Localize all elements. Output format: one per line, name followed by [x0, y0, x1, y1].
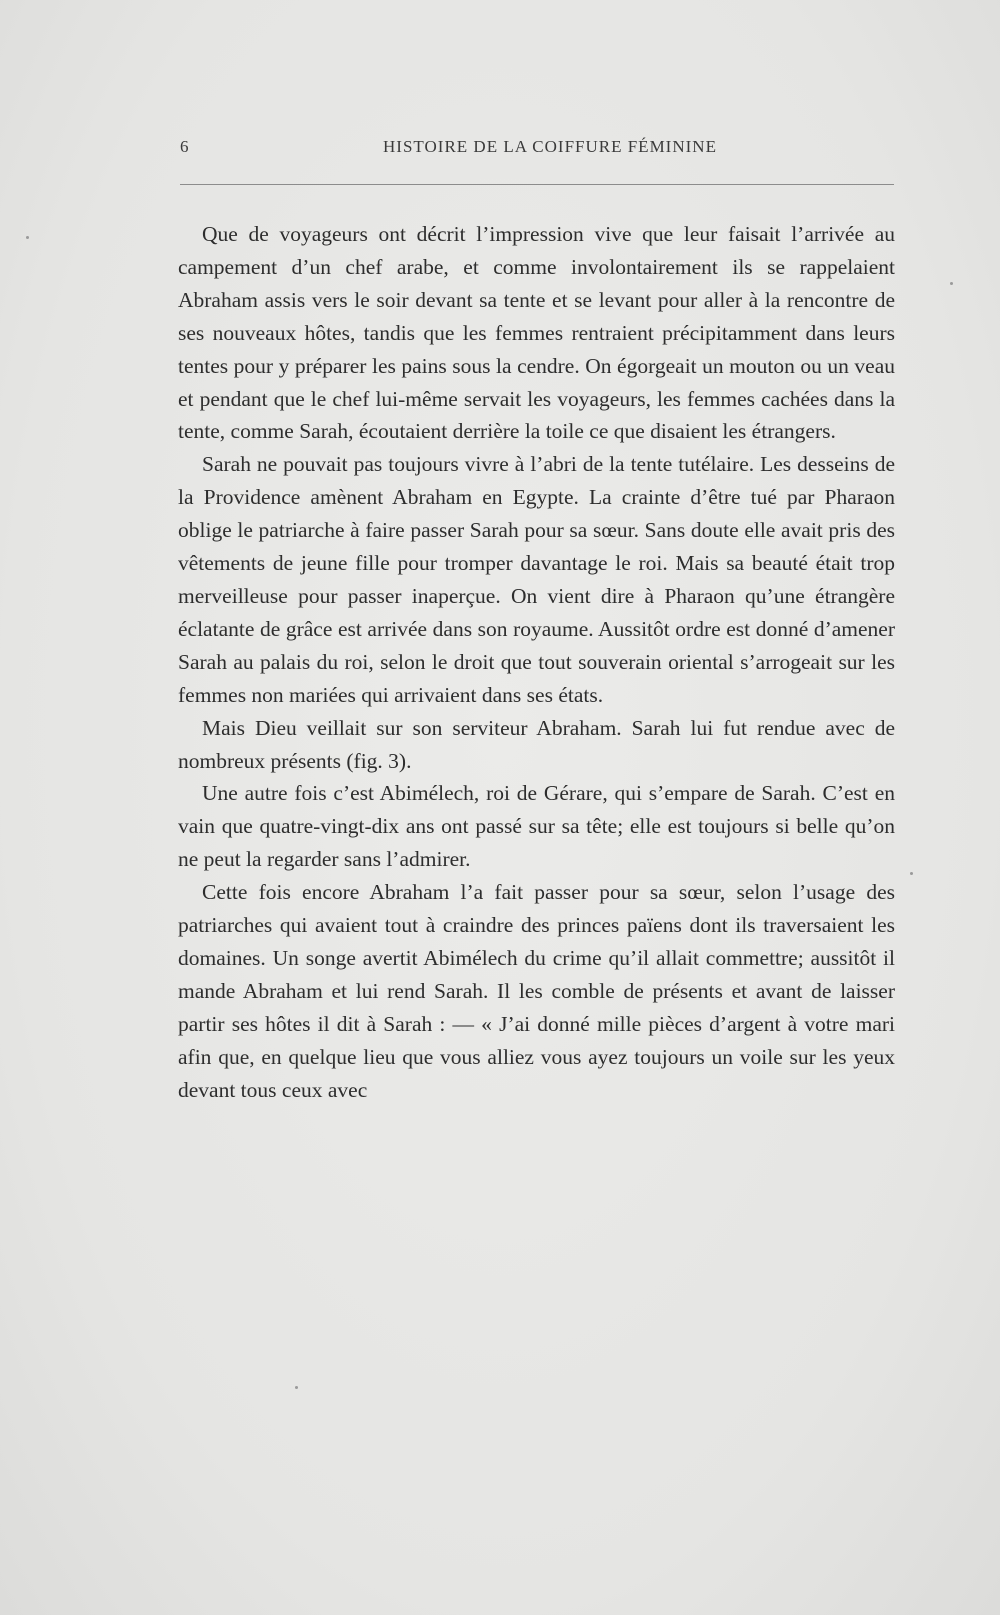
paragraph: Une autre fois c’est Abimélech, roi de Gérare, qui s’empare de Sarah. C’est en vain que quatre-vingt-dix ans ont passé sur sa tête; elle est toujours si belle qu’on ne peut la regarder sans l’admirer. [178, 781, 895, 872]
paper-speck [295, 1386, 298, 1389]
page-number: 6 [180, 137, 190, 156]
paragraph: Cette fois encore Abraham l’a fait passer pour sa sœur, selon l’usage des patriarches qui avaient tout à craindre des princes païens dont ils traversaient les domaines. Un songe avertit Abimélech du crime qu’il allait commettre; aussitôt il mande Abraham et lui rend Sarah. Il les comble de présents et avant de laisser partir ses hôtes il dit à Sarah : — « J’ai donné mille pièces d’argent à votre mari afin que, en quelque lieu que vous alliez vous ayez toujours un voile sur les yeux devant tous ceux avec [178, 880, 895, 1102]
paragraph: Mais Dieu veillait sur son serviteur Abraham. Sarah lui fut rendue avec de nombreux présents (fig. 3). [178, 715, 895, 773]
header-rule [180, 184, 894, 185]
running-head [180, 137, 900, 163]
paper-speck [26, 236, 29, 239]
running-title: HISTOIRE DE LA COIFFURE FÉMININE [383, 137, 717, 156]
paragraph: Sarah ne pouvait pas toujours vivre à l’abri de la tente tutélaire. Les desseins de la Providence amènent Abraham en Egypte. La crainte d’être tué par Pharaon oblige le patriarche à faire passer Sarah pour sa sœur. Sans doute elle avait pris des vêtements de jeune fille pour tromper davantage le roi. Mais sa beauté était trop merveilleuse pour passer inaperçue. On vient dire à Pharaon qu’une étrangère éclatante de grâce est arrivée dans son royaume. Aussitôt ordre est donné d’amener Sarah au palais du roi, selon le droit que tout souverain oriental s’arrogeait sur les femmes non mariées qui arrivaient dans ses états. [178, 452, 895, 707]
paragraph: Que de voyageurs ont décrit l’impression vive que leur faisait l’arrivée au campement d’un chef arabe, et comme involontairement ils se rappelaient Abraham assis vers le soir devant sa tente et se levant pour aller à la rencontre de ses nouveaux hôtes, tandis que les femmes rentraient précipitamment dans leurs tentes pour y préparer les pains sous la cendre. On égorgeait un mouton ou un veau et pendant que le chef lui-même servait les voyageurs, les femmes cachées dans la tente, comme Sarah, écoutaient derrière la toile ce que disaient les étrangers. [178, 222, 895, 444]
paper-speck [950, 282, 953, 285]
paper-speck [910, 872, 913, 875]
body-text [178, 218, 895, 1106]
